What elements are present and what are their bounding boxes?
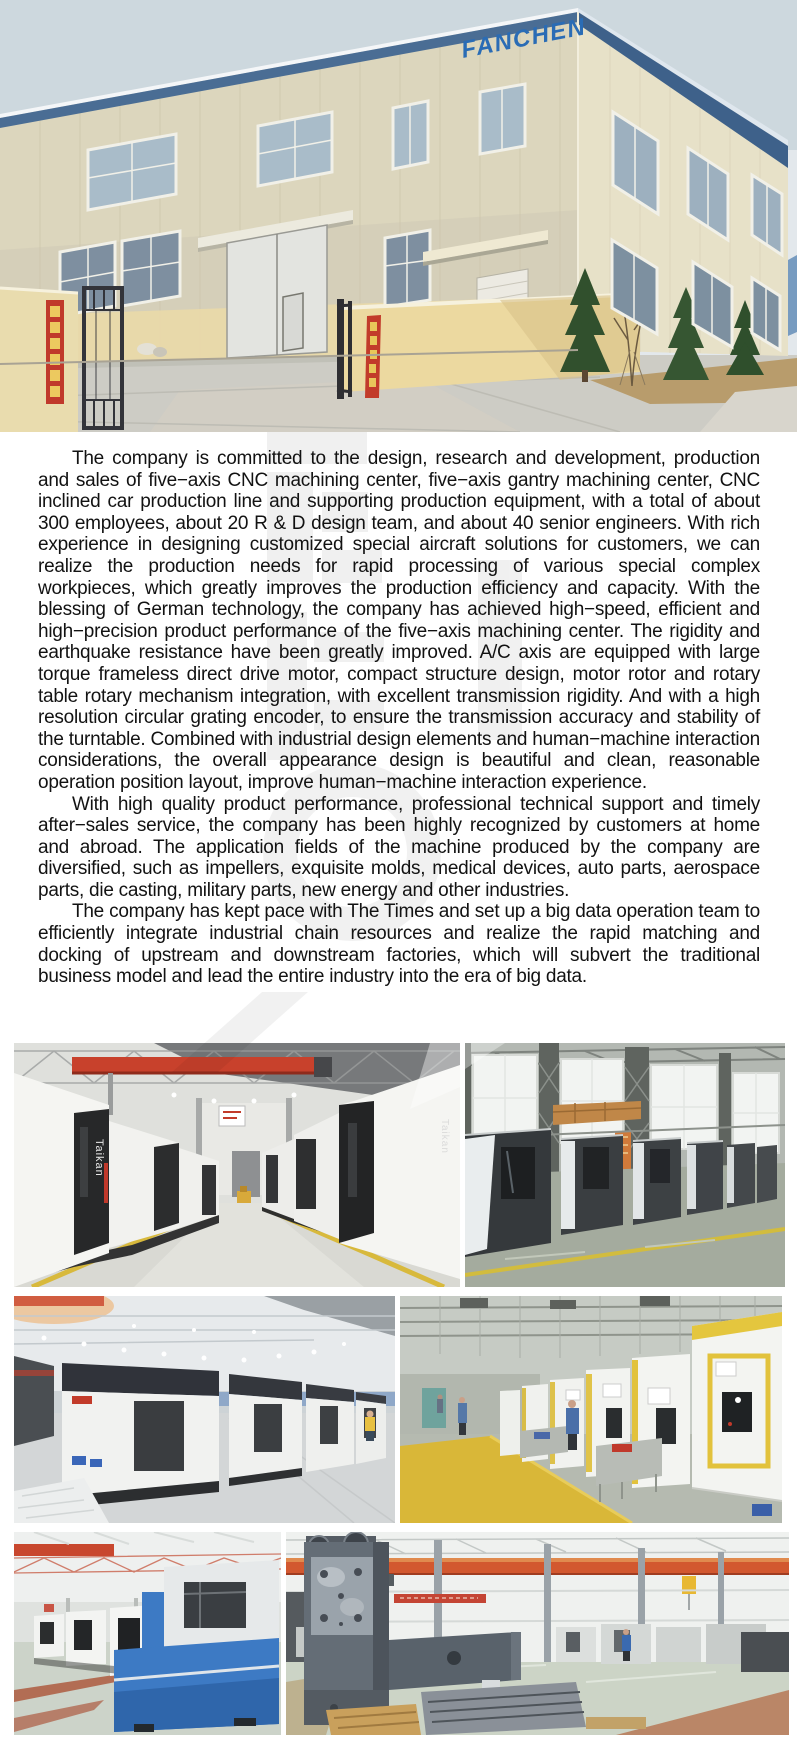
company-introduction [0,432,797,1010]
company-paragraph-3: The company has kept pace with The Times and set up a big data operation team to efficiently integrate industrial chain resources and realize the rapid matching and docking of upstream and downstream factories, which will subvert the traditional business model and lead the entire industry into the era of big data. [38,901,760,988]
building-brand-sign: FANCHEN [458,13,589,64]
gallery-row-1 [14,1043,797,1287]
gallery-row-2 [14,1296,797,1523]
photo-casting-part-workshop [286,1532,789,1735]
machine-brand-label-left: Taikan [93,1139,105,1177]
photo-production-line-workers [400,1296,782,1523]
hero-factory-exterior-photo [0,0,797,432]
photo-lathe-warehouse [465,1043,785,1287]
photo-blue-machine-workshop [14,1532,281,1735]
company-paragraph-1: The company is committed to the design, research and development, production and sales of five−axis CNC machining center, five−axis gantry machining center, CNC inclined car production line and supporting production equipment, with a total of about 300 employees, about 20 R & D design team, and about 40 senior engineers. With rich experience in designing customized special aircraft solutions for customers, we can realize the production needs for rapid processing of various special complex workpieces, which greatly improves the production efficiency and capacity. With the blessing of German technology, the company has achieved high−speed, efficient and high−precision product performance of the five−axis machining center. The rigidity and earthquake resistance have been greatly improved. A/C axis are equipped with large torque frameless direct drive motor, compact structure design, motor rotor and rotary table rotary mechanism integration, with excellent transmission rigidity. And with a high resolution circular grating encoder, to ensure the transmission accuracy and stability of the turntable. Combined with industrial design elements and human−machine interaction considerations, the overall appearance design is beautiful and clean, reasonable operation position layout, improve human−machine interaction experience. [38,448,760,793]
company-paragraph-2: With high quality product performance, professional technical support and timely after−sales service, the company has been highly recognized by customers at home and abroad. The application fields of the machine produced by the company are diversified, such as impellers, exquisite molds, medical devices, auto parts, aerospace parts, die casting, military parts, new energy and other industries. [38,793,760,901]
photo-vmc-workshop-rows [14,1296,395,1523]
gallery-row-3 [14,1532,797,1735]
photo-machining-center-aisle [14,1043,460,1287]
machine-brand-label-right: Taikan [439,1119,450,1154]
factory-photo-gallery [0,1043,797,1735]
